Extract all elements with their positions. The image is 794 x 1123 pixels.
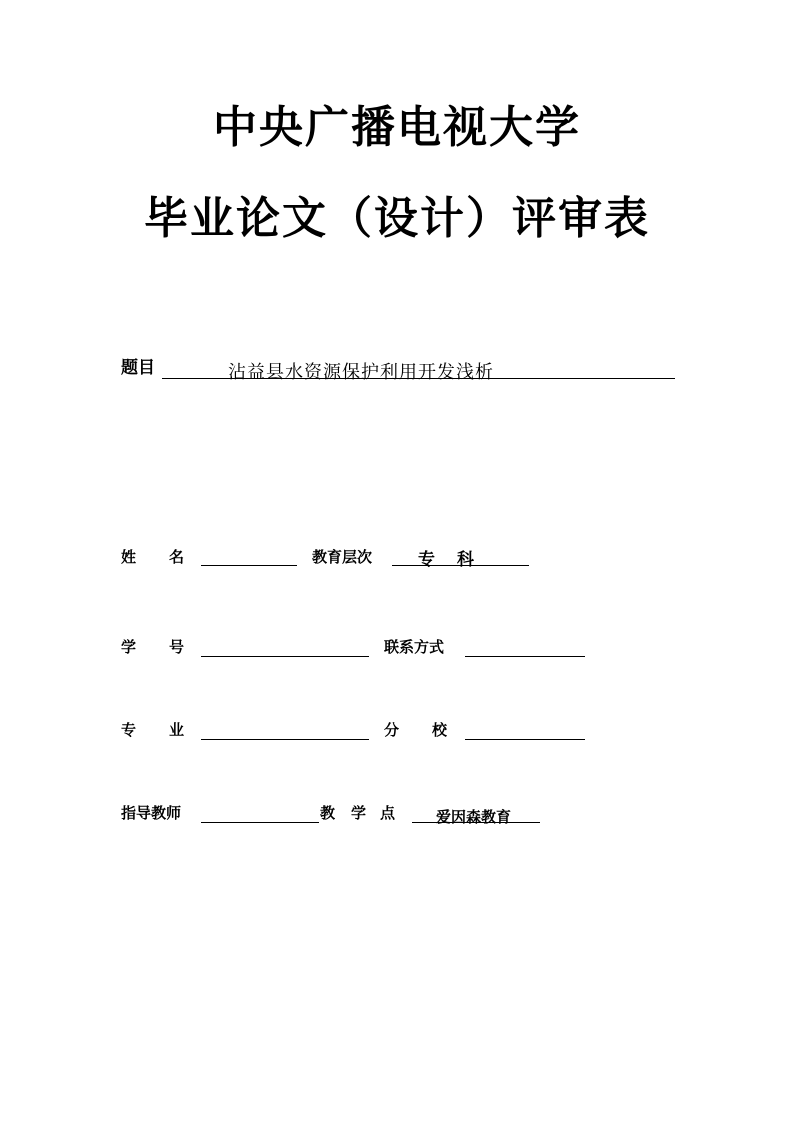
education-level-label: 教育层次	[312, 548, 373, 566]
student-id-label-1: 学	[121, 638, 137, 656]
name-label-1: 姓	[121, 548, 137, 566]
major-label-1: 专	[121, 721, 137, 739]
name-field[interactable]	[201, 565, 297, 566]
branch-field[interactable]	[465, 739, 585, 740]
advisor-field[interactable]	[201, 822, 319, 823]
teaching-point-label-1: 教	[320, 804, 336, 822]
page-title: 中央广播电视大学	[213, 102, 581, 153]
advisor-label: 指导教师	[121, 804, 182, 822]
contact-field[interactable]	[465, 656, 585, 657]
student-id-field[interactable]	[201, 656, 369, 657]
teaching-point-value: 爱因森教育	[436, 808, 512, 826]
topic-value: 沾益县水资源保护利用开发浅析	[228, 362, 494, 383]
page-subtitle: 毕业论文（设计）评审表	[144, 193, 650, 244]
major-label-2: 业	[169, 721, 185, 739]
education-level-value: 专科	[418, 550, 496, 570]
student-id-label-2: 号	[169, 638, 185, 656]
branch-label-1: 分	[384, 721, 400, 739]
branch-label-2: 校	[432, 721, 448, 739]
name-label-2: 名	[169, 548, 185, 566]
major-field[interactable]	[201, 739, 369, 740]
topic-label: 题目	[121, 358, 155, 378]
teaching-point-label-2: 学	[351, 804, 367, 822]
contact-label: 联系方式	[384, 638, 445, 656]
teaching-point-label-3: 点	[380, 804, 396, 822]
